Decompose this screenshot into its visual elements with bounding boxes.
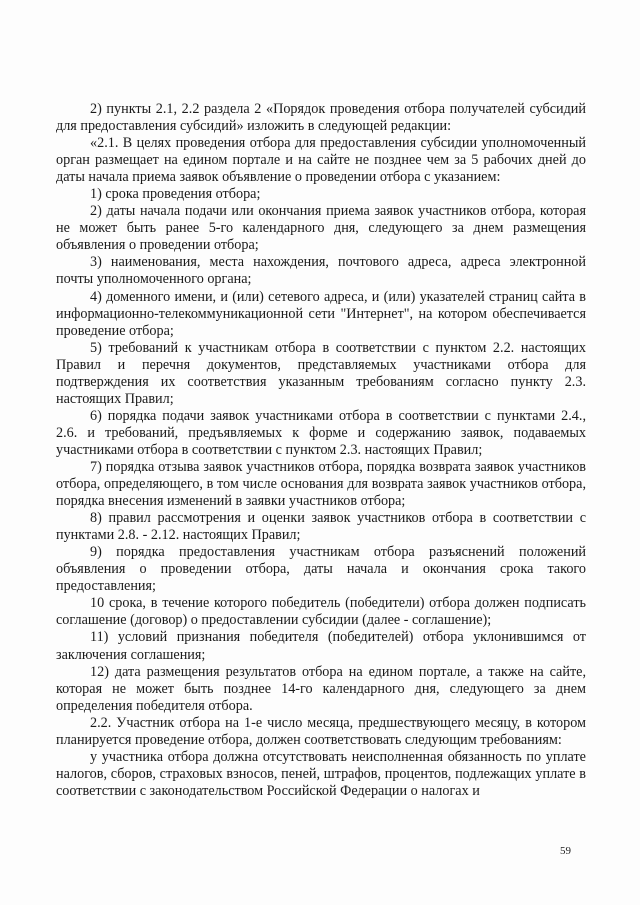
paragraph: «2.1. В целях проведения отбора для предоставления субсидии уполномоченный орган размещает на едином портале и на сайте не позднее чем за 5 рабочих дней до даты начала приема заявок объявление о проведении отбора с указанием: [56,135,586,186]
paragraph: 9) порядка предоставления участникам отбора разъяснений положений объявления о проведении отбора, даты начала и окончания срока такого предоставления; [56,544,586,595]
paragraph: 2.2. Участник отбора на 1-е число месяца, предшествующего месяцу, в котором планируется проведение отбора, должен соответствовать следующим требованиям: [56,714,586,748]
paragraph: 2) даты начала подачи или окончания приема заявок участников отбора, которая не может быть ранее 5-го календарного дня, следующего за днем размещения объявления о проведении отбора; [56,203,586,254]
paragraph: 4) доменного имени, и (или) сетевого адреса, и (или) указателей страниц сайта в информационно-телекоммуникационной сети "Интернет", на котором обеспечивается проведение отбора; [56,288,586,339]
paragraph: 1) срока проведения отбора; [90,186,261,203]
paragraph: 11) условий признания победителя (победителей) отбора уклонившимся от заключения соглашения; [56,629,586,663]
paragraph: 8) правил рассмотрения и оценки заявок участников отбора в соответствии с пунктами 2.8. - 2.12. настоящих Правил; [56,510,586,544]
paragraph: 12) дата размещения результатов отбора на едином портале, а также на сайте, которая не может быть позднее 14-го календарного дня, следующего за днем определения победителя отбора. [56,663,586,714]
document-body [56,101,586,800]
paragraph: 6) порядка подачи заявок участниками отбора в соответствии с пунктами 2.4., 2.6. и требований, предъявляемых к форме и содержанию заявок, подаваемых участниками отбора в соответствии с пунктом 2.3. настоящих Правил; [56,407,586,458]
paragraph: 10 срока, в течение которого победитель (победители) отбора должен подписать соглашение (договор) о предоставлении субсидии (далее - соглашение); [56,595,586,629]
paragraph: 3) наименования, места нахождения, почтового адреса, адреса электронной почты уполномоченного органа; [56,254,586,288]
paragraph: 2) пункты 2.1, 2.2 раздела 2 «Порядок проведения отбора получателей субсидий для предоставления субсидий» изложить в следующей редакции: [56,101,586,135]
paragraph: у участника отбора должна отсутствовать неисполненная обязанность по уплате налогов, сборов, страховых взносов, пеней, штрафов, процентов, подлежащих уплате в соответствии с законодательством Российской Федерации о налогах и [56,748,586,799]
paragraph: 7) порядка отзыва заявок участников отбора, порядка возврата заявок участников отбора, определяющего, в том числе основания для возврата заявок участников отбора, порядка внесения изменений в заявки участников отбора; [56,458,586,510]
paragraph: 5) требований к участникам отбора в соответствии с пунктом 2.2. настоящих Правил и перечня документов, представляемых участниками отбора для подтверждения их соответствия указанным требованиям согласно пункту 2.3. настоящих Правил; [56,339,586,407]
page-number: 59 [560,845,571,857]
